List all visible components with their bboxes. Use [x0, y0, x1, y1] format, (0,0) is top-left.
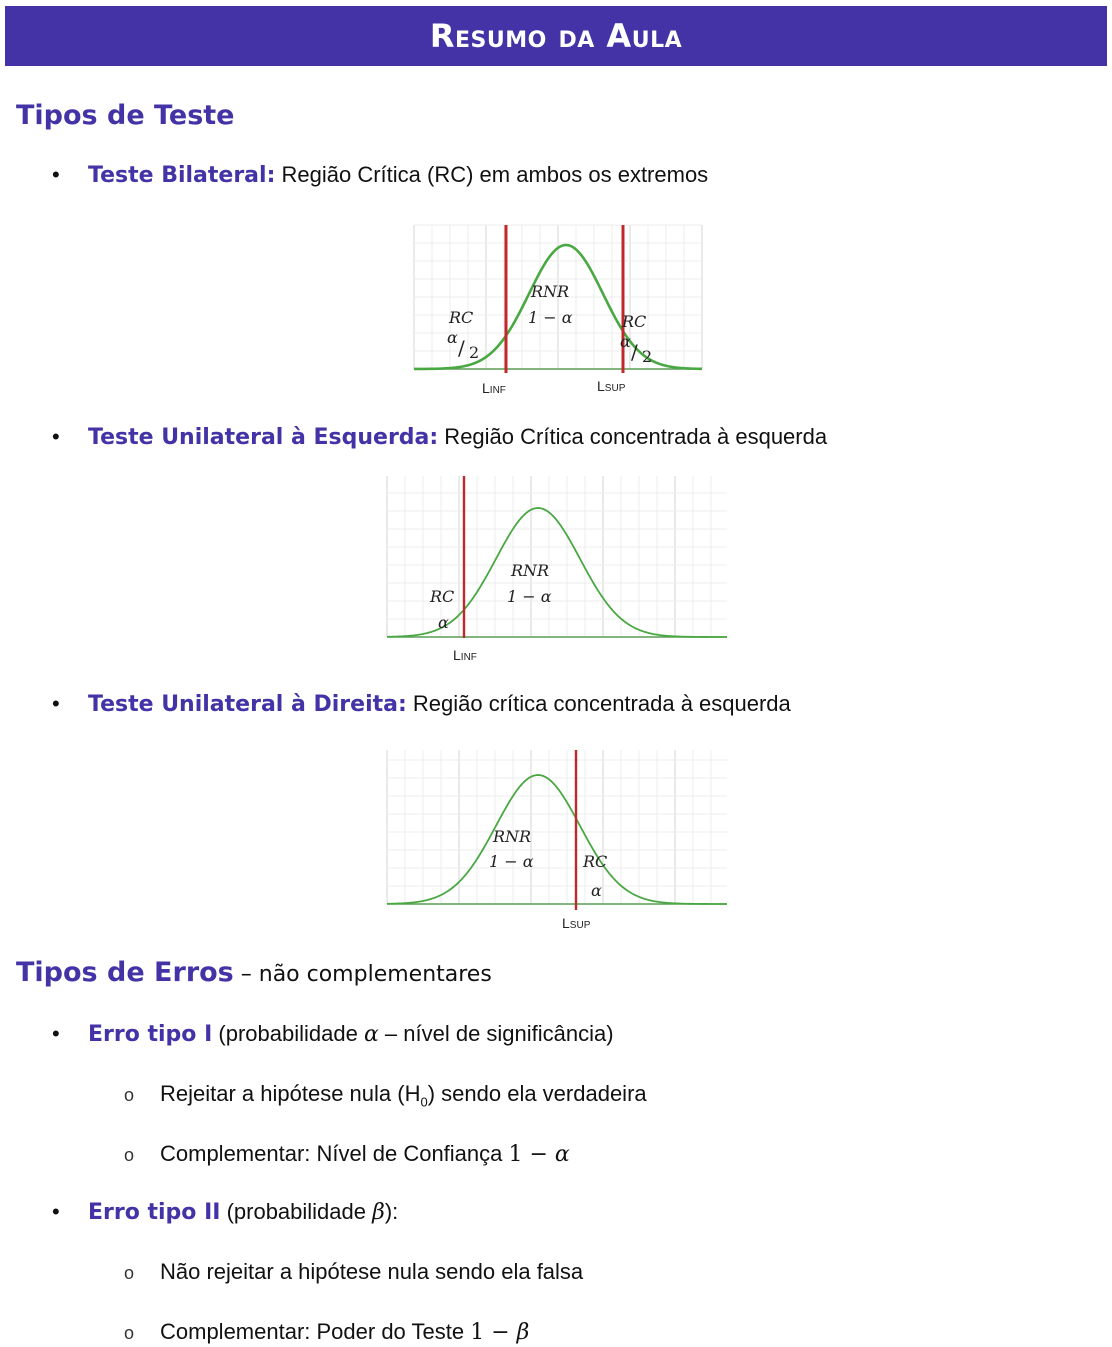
- erro2-beta: β: [372, 1200, 385, 1225]
- l-inf-label: LINF: [453, 647, 477, 663]
- rc-left-label: RC: [449, 308, 474, 327]
- bullet-dot: •: [52, 1199, 60, 1224]
- rc-label: RC: [583, 852, 608, 871]
- erro1-sub1-idx: 0: [420, 1094, 428, 1110]
- rc-alpha: α: [591, 881, 602, 900]
- erro1-sub-rejeitar: [124, 1081, 647, 1109]
- erro2-sub-complementar: [124, 1319, 529, 1345]
- rnr-label: RNR: [493, 827, 532, 846]
- erro1-sub1-post: ) sendo ela verdadeira: [427, 1081, 647, 1106]
- erros-tail: – não complementares: [233, 962, 492, 987]
- rc-right-den: 2: [642, 347, 653, 366]
- l-inf-label: LINF: [482, 380, 506, 396]
- erro1-post: – nível de significância): [378, 1021, 614, 1046]
- bullet-unilateral-esquerda: [52, 424, 827, 450]
- unilateral-esquerda-text: Região Crítica concentrada à esquerda: [438, 424, 828, 449]
- bullet-dot: •: [52, 424, 60, 449]
- erro1-sub2-alpha: α: [554, 1142, 570, 1167]
- bullet-dot: •: [52, 162, 60, 187]
- page-title: Resumo da Aula: [429, 17, 683, 55]
- unilateral-esquerda-label: Teste Unilateral à Esquerda:: [88, 425, 439, 450]
- bullet-erro-tipo-2: [52, 1199, 398, 1225]
- rnr-one-minus-alpha: 1 − α: [489, 852, 534, 871]
- erro2-sub2-math: 1 −: [470, 1320, 517, 1345]
- erro2-post: ):: [384, 1199, 399, 1224]
- chart-unilateral-esquerda: [387, 476, 727, 666]
- rc-left-slash: /: [458, 336, 465, 360]
- erro1-alpha: α: [363, 1022, 379, 1047]
- bullet-dot: •: [52, 1021, 60, 1046]
- erro1-sub1-pre: Rejeitar a hipótese nula (H: [160, 1081, 421, 1106]
- rc-left-den: 2: [469, 343, 480, 362]
- bilateral-sep: :: [266, 163, 276, 188]
- erro1-label: Erro tipo I: [88, 1022, 213, 1047]
- section-title-tipos-de-teste: Tipos de Teste: [16, 100, 235, 131]
- erro2-pre: (probabilidade: [220, 1199, 373, 1224]
- rnr-label: RNR: [511, 561, 550, 580]
- header-banner: [5, 6, 1107, 66]
- sub-bullet: o: [124, 1263, 135, 1283]
- unilateral-direita-label: Teste Unilateral à Direita:: [88, 692, 407, 717]
- bilateral-text: Região Crítica (RC) em ambos os extremos: [275, 162, 709, 187]
- erros-title: Tipos de Erros: [16, 957, 234, 988]
- erro1-pre: (probabilidade: [212, 1021, 364, 1046]
- erro1-sub2-math: 1 −: [508, 1142, 555, 1167]
- sub-bullet: o: [124, 1323, 135, 1343]
- erro2-label: Erro tipo II: [88, 1200, 221, 1225]
- bullet-teste-bilateral: [52, 162, 708, 188]
- rc-label: RC: [430, 587, 455, 606]
- section-title-tipos-de-erros: [16, 957, 492, 988]
- grid: [387, 750, 727, 904]
- rnr-one-minus-alpha: 1 − α: [507, 587, 552, 606]
- erro2-sub2-pre: Complementar: Poder do Teste: [160, 1319, 471, 1344]
- sub-bullet: o: [124, 1145, 135, 1165]
- l-sup-label: LSUP: [597, 378, 626, 394]
- rnr-label: RNR: [531, 282, 570, 301]
- erro1-sub-complementar: [124, 1141, 570, 1167]
- bullet-dot: •: [52, 691, 60, 716]
- rnr-one-minus-alpha: 1 − α: [528, 308, 573, 327]
- sub-bullet: o: [124, 1085, 135, 1105]
- erro2-sub2-beta: β: [516, 1320, 530, 1345]
- l-sup-label: LSUP: [562, 915, 591, 931]
- erro2-sub1-text: Não rejeitar a hipótese nula sendo ela falsa: [160, 1259, 584, 1284]
- bullet-erro-tipo-1: [52, 1021, 614, 1047]
- normal-curve: [387, 775, 727, 904]
- rc-right-label: RC: [622, 312, 647, 331]
- rc-left-alpha: α: [447, 328, 458, 347]
- erro2-sub-nao-rejeitar: [124, 1259, 583, 1285]
- chart-unilateral-direita: [387, 750, 727, 934]
- erro1-sub2-pre: Complementar: Nível de Confiança: [160, 1141, 509, 1166]
- unilateral-direita-text: Região crítica concentrada à esquerda: [406, 691, 791, 716]
- rc-right-slash: /: [631, 340, 638, 364]
- rc-alpha: α: [438, 613, 449, 632]
- bullet-unilateral-direita: [52, 691, 791, 717]
- chart-bilateral: [414, 225, 702, 405]
- bilateral-label: Teste Bilateral: [88, 163, 267, 188]
- rc-right-alpha: α: [620, 332, 631, 351]
